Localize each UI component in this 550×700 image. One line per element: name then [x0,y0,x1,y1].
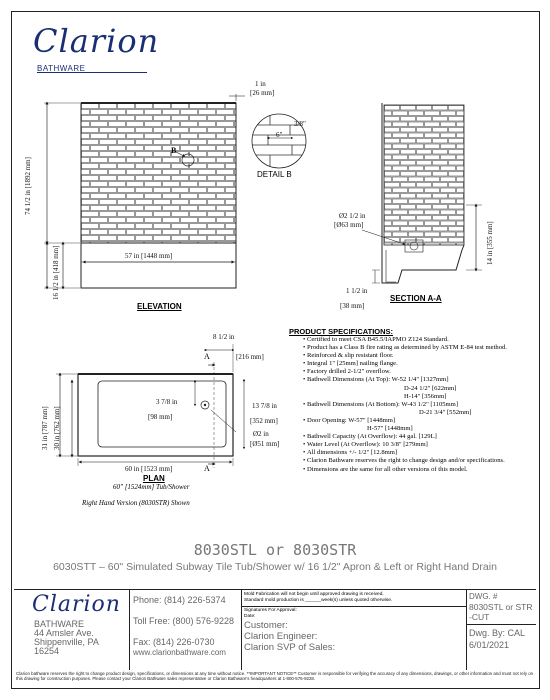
tb-tollfree: Toll Free: (800) 576-9228 [133,616,235,626]
plan-version-caption: Right Hand Version (8030STR) Shown [82,499,190,507]
tb-clarion-logo: Clarion [32,592,121,617]
section-view [362,103,482,283]
tb-notice-2: Standard mold production is ______week(s) unless quoted otherwise. [244,598,393,603]
spec-item: H-57" [1448mm] [367,425,413,433]
tb-divider [241,606,466,607]
elev-top-dim: 1 in [255,80,266,88]
tb-sig-title: Signatures For Approval: [244,608,297,613]
elev-top-dim-mm: [26 mm] [250,89,275,97]
tb-svp[interactable]: Clarion SVP of Sales: [244,642,336,653]
tb-dwg-cell [466,590,536,670]
plan-right-dim: 13 7/8 in [252,402,277,410]
brand-subtitle: BATHWARE [37,64,86,73]
plan-depth-inner-dim: 30 in [762 mm] [53,406,61,450]
spec-item: • Product has a Class B fire rating as determined by ASTM E-84 test method. [303,344,507,352]
section-mark-top: A [204,352,210,361]
footer-disclaimer: Clarion bathware reserves the right to change product design, specifications, or dimensions at any time without notice. **IMPORTANT NOTICE** Customer is responsible for verifying the accuracy of any dimensions, drawings, or other information and must not rely on this drawing for construction purposes. Please contact your Clarion Bathware sales representative or Clarion Bathware's headquarters at 1-800-576-9228. [16,671,534,682]
tb-contact-cell [129,590,242,670]
section-step-dim-mm: [38 mm] [340,302,365,310]
tb-approval-cell [241,590,467,670]
tb-dwg-date: 6/01/2021 [469,640,510,650]
elev-width-dim: 57 in [1448 mm] [125,252,173,260]
spec-item: • Factory drilled 2-1/2" overflow. [303,368,391,376]
tb-phone: Phone: (814) 226-5374 [133,595,226,605]
spec-item: • Bathwell Dimensions (At Bottom): W-43 1/2" [1105mm] [303,400,459,408]
spec-item: • Bathwell Dimensions (At Top): W-52 1/4" [1327mm] [303,376,449,384]
tb-address-3: 16254 [34,646,60,656]
detail-dim-b: 6" [276,131,283,139]
spec-item: • Door Opening: W-57" [1448mm] [303,416,396,424]
tb-company-cell [14,590,130,670]
section-step-dim: 1 1/2 in [346,287,368,295]
elev-apron-dim: 16 1/2 in [418 mm] [52,245,60,300]
spec-item: • Integral 1" [25mm] nailing flange. [303,360,398,368]
spec-item: • Clarion Bathware reserves the right to change design and/or specifications. [303,457,505,465]
tb-date-label: Date: [244,614,256,619]
plan-drain-y-dim: 3 7/8 in [156,398,178,406]
plan-top-dim: 8 1/2 in [213,333,235,341]
spec-item: • Reinforced & slip resistant floor. [303,352,394,360]
tb-address-1: 44 Amsler Ave. [34,628,94,638]
tb-website[interactable]: www.clarionbathware.com [133,648,226,657]
plan-view [56,344,244,468]
plan-width-dim: 60 in [1523 mm] [125,465,173,473]
tb-dwg-divider [466,624,536,625]
section-label: SECTION A-A [390,294,442,303]
plan-depth-outer-dim: 31 in [787 mm] [41,406,49,450]
spec-item: • Bathwell Capacity (At Overflow): 44 gal. [129L] [303,433,437,441]
clarion-logo: Clarion [33,22,160,60]
plan-label: PLAN [143,474,165,483]
spec-item: • Dimensions are the same for all other versions of this model. [303,465,468,473]
tb-customer[interactable]: Customer: [244,620,288,631]
title-block [14,589,536,670]
plan-drain-dim-mm: [Ø51 mm] [250,440,280,448]
section-overflow-dim-mm: [Ø63 mm] [334,221,364,229]
spec-item: • Certified to meet CSA B45.5/IAPMO Z124 Standard. [303,336,449,343]
tb-engineer[interactable]: Clarion Engineer: [244,631,318,642]
spec-item: H-14" [356mm] [404,392,447,400]
section-depth-dim: 14 in [355 mm] [486,221,494,265]
spec-item: • Water Level (At Overflow): 10 3/8" [279mm] [303,441,428,449]
section-mark-bottom: A [204,464,210,473]
tb-notice-1: Mold Fabrication will not begin until approved drawing is received. [244,592,384,597]
spec-item: • All dimensions +/- 1/2" [12.8mm] [303,449,398,457]
specs-title: PRODUCT SPECIFICATIONS: [289,327,394,336]
model-description: 6030STT – 60" Simulated Subway Tile Tub/Shower w/ 16 1/2" Apron & Left or Right Hand Drain [53,561,497,573]
elev-height-dim: 74 1/2 in [1892 mm] [24,157,32,215]
tb-dwg-label: DWG. # [469,592,498,601]
tb-fax: Fax: (814) 226-0730 [133,637,215,647]
plan-right-dim-mm: [352 mm] [250,417,278,425]
plan-caption: 60" [1524mm] Tub/Shower [113,483,190,491]
callout-b: B [171,146,177,155]
detail-b-label: DETAIL B [257,170,292,179]
section-overflow-dim: Ø2 1/2 in [339,212,366,220]
spec-item: D-24 1/2" [622mm] [404,384,457,392]
tb-dwg-by: Dwg. By: CAL [469,628,526,638]
tb-dwg-number: 8030STL or STR -CUT [469,602,533,622]
model-title: 8030STL or 8030STR [193,541,357,559]
product-specifications [289,327,524,474]
tb-address-2: Shippenville, PA [34,637,99,647]
tb-company: BATHWARE [34,619,85,629]
plan-top-dim-mm: [216 mm] [236,353,264,361]
elevation-label: ELEVATION [137,302,182,311]
plan-drain-y-dim-mm: [98 mm] [148,413,173,421]
detail-dim-a: 3/8" [294,120,306,128]
plan-drain-dim: Ø2 in [253,430,269,438]
spec-item: D-21 3/4" [552mm] [419,408,472,416]
